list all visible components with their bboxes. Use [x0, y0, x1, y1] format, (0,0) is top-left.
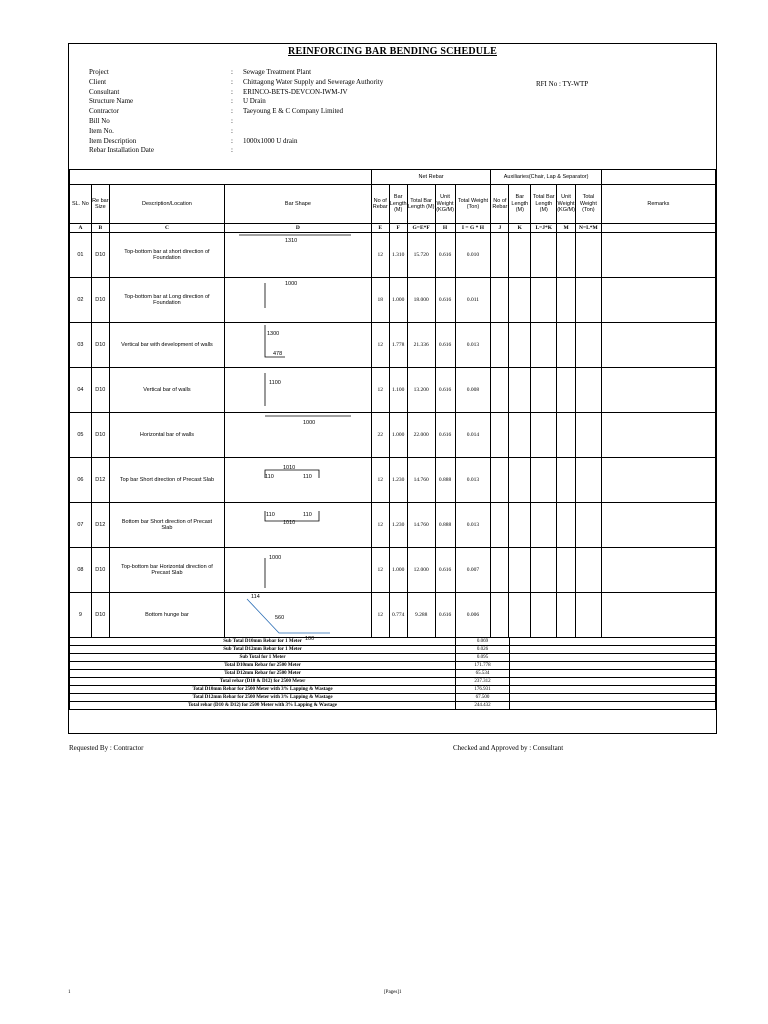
bar-shape-drawing	[225, 458, 373, 502]
table-row	[70, 233, 716, 278]
bar-length: 1.100	[389, 368, 407, 413]
summary-row	[70, 646, 716, 654]
column-header: Bar Length (M)	[389, 185, 407, 224]
bar-shape-drawing	[225, 323, 373, 367]
no-of-rebar: 12	[371, 368, 389, 413]
dimension-label: 560	[275, 615, 285, 621]
empty-cell	[557, 233, 576, 278]
empty-cell	[557, 593, 576, 638]
empty-cell	[557, 278, 576, 323]
bar-shape-drawing	[225, 233, 373, 277]
total-bar-length: 14.760	[407, 458, 435, 503]
requested-by: Requested By : Contractor	[69, 744, 144, 752]
rebar-size: D10	[91, 413, 109, 458]
table-row	[70, 458, 716, 503]
sl-number: 03	[70, 323, 92, 368]
unit-weight: 0.888	[435, 503, 455, 548]
bar-length: 1.310	[389, 233, 407, 278]
bar-shape-drawing	[225, 413, 373, 457]
column-letter: B	[91, 224, 109, 233]
page-number-left: 1	[68, 990, 71, 995]
total-weight: 0.007	[455, 548, 491, 593]
summary-value: 67.500	[456, 694, 510, 702]
summary-value: 171.778	[456, 662, 510, 670]
empty-cell	[601, 278, 715, 323]
rebar-size: D12	[91, 503, 109, 548]
unit-weight: 0.888	[435, 458, 455, 503]
unit-weight: 0.616	[435, 368, 455, 413]
column-header: Re bar Size	[91, 185, 109, 224]
description: Top-bottom bar at Long direction of Foundation	[109, 278, 224, 323]
empty-cell	[509, 670, 715, 678]
info-row	[89, 97, 543, 107]
empty-cell	[509, 368, 531, 413]
empty-cell	[491, 323, 509, 368]
table-row	[70, 323, 716, 368]
total-bar-length: 12.000	[407, 548, 435, 593]
bar-length: 1.000	[389, 548, 407, 593]
info-value: ERINCO-BETS-DEVCON-IWM-JV	[243, 87, 348, 96]
no-of-rebar: 12	[371, 458, 389, 503]
summary-row	[70, 686, 716, 694]
table-row	[70, 368, 716, 413]
bar-shape	[225, 278, 372, 323]
empty-cell	[509, 702, 715, 710]
info-value: Sewage Treatment Plant	[243, 68, 312, 76]
column-letter: I = G * H	[455, 224, 491, 233]
info-label: Item No.	[89, 126, 114, 135]
empty-cell	[491, 368, 509, 413]
empty-cell	[575, 458, 601, 503]
summary-value: 237.312	[456, 678, 510, 686]
info-label: Client	[89, 77, 107, 86]
column-header: Remarks	[601, 185, 715, 224]
total-bar-length: 14.760	[407, 503, 435, 548]
summary-row	[70, 670, 716, 678]
empty-cell	[491, 548, 509, 593]
column-header: No of Rebar	[491, 185, 509, 224]
bar-shape	[225, 368, 372, 413]
summary-label: Total D12mm Rebar for 2500 Meter	[70, 670, 456, 678]
no-of-rebar: 12	[371, 503, 389, 548]
column-header: Total Weight (Ton)	[455, 185, 491, 224]
rebar-size: D10	[91, 233, 109, 278]
column-header: Bar Length (M)	[509, 185, 531, 224]
column-letter: F	[389, 224, 407, 233]
description: Top bar Short direction of Precast Slab	[109, 458, 224, 503]
bar-length: 1.230	[389, 458, 407, 503]
empty-cell	[509, 458, 531, 503]
header-row-letters	[70, 224, 716, 233]
rebar-size: D10	[91, 278, 109, 323]
dimension-label: 478	[273, 351, 283, 357]
unit-weight: 0.616	[435, 548, 455, 593]
no-of-rebar: 12	[371, 233, 389, 278]
sl-number: 07	[70, 503, 92, 548]
column-letter: C	[109, 224, 224, 233]
table-row	[70, 593, 716, 638]
summary-value: 0.026	[456, 646, 510, 654]
empty-cell	[575, 368, 601, 413]
empty-cell	[531, 593, 557, 638]
empty-cell	[575, 593, 601, 638]
bar-line	[247, 599, 330, 633]
approved-by: Checked and Approved by : Consultant	[453, 744, 564, 752]
summary-row	[70, 678, 716, 686]
empty-cell	[557, 368, 576, 413]
empty-cell	[509, 638, 715, 646]
column-letter: K	[509, 224, 531, 233]
empty-cell	[575, 278, 601, 323]
info-value	[243, 117, 543, 127]
column-letter: H	[435, 224, 455, 233]
info-value: Chittagong Water Supply and Sewerage Authority	[243, 77, 384, 86]
info-label: Contractor	[89, 107, 119, 116]
total-bar-length: 18.000	[407, 278, 435, 323]
dimension-label: 1310	[285, 238, 298, 244]
empty-cell	[531, 233, 557, 278]
total-weight: 0.014	[455, 413, 491, 458]
dimension-label: 114	[251, 594, 260, 600]
empty-cell	[601, 323, 715, 368]
header-auxiliaries: Auxiliaries(Chair, Lap & Separator)	[491, 170, 601, 185]
schedule-sheet	[68, 43, 717, 752]
description: Top-bottom bar Horizontal direction of Precast Slab	[109, 548, 224, 593]
bar-length: 1.000	[389, 278, 407, 323]
info-label: Item Description	[89, 136, 137, 145]
empty-cell	[491, 593, 509, 638]
info-label: Rebar Installation Date	[89, 146, 154, 155]
bar-shape-drawing	[225, 278, 373, 322]
empty-cell	[491, 413, 509, 458]
empty-cell	[531, 323, 557, 368]
column-letter: N=L*M	[575, 224, 601, 233]
no-of-rebar: 12	[371, 323, 389, 368]
total-bar-length: 15.720	[407, 233, 435, 278]
empty-cell	[557, 548, 576, 593]
description: Vertical bar with development of walls	[109, 323, 224, 368]
dimension-label: 1100	[269, 380, 281, 386]
empty-cell	[601, 458, 715, 503]
summary-label: Sub Total for 1 Meter	[70, 654, 456, 662]
info-value	[243, 127, 543, 137]
table-row	[70, 278, 716, 323]
table-row	[70, 503, 716, 548]
header-blank	[601, 170, 715, 185]
info-row	[89, 117, 543, 127]
dimension-label: 1000	[285, 281, 298, 287]
sl-number: 01	[70, 233, 92, 278]
column-letter	[601, 224, 715, 233]
empty-cell	[509, 548, 531, 593]
sl-number: 02	[70, 278, 92, 323]
empty-cell	[509, 662, 715, 670]
info-row	[89, 127, 543, 137]
empty-cell	[531, 458, 557, 503]
dimension-label: 1000	[269, 555, 282, 561]
summary-value: 244.432	[456, 702, 510, 710]
project-info	[89, 68, 543, 156]
empty-cell	[509, 323, 531, 368]
dimension-label: 110	[303, 474, 312, 480]
no-of-rebar: 12	[371, 548, 389, 593]
summary-label: Sub Total D10mm Rebar for 1 Meter	[70, 638, 456, 646]
info-row	[89, 68, 543, 78]
empty-cell	[531, 368, 557, 413]
empty-cell	[557, 503, 576, 548]
summary-label: Total rebar (D10 & D12) for 2500 Meter with 3% Lapping & Wastage	[70, 702, 456, 710]
info-colon: :	[231, 107, 233, 116]
column-letter: L=J*K	[531, 224, 557, 233]
total-weight: 0.011	[455, 278, 491, 323]
empty-cell	[509, 654, 715, 662]
info-colon: :	[231, 116, 233, 125]
bar-shape	[225, 503, 372, 548]
page-title: REINFORCING BAR BENDING SCHEDULE	[288, 46, 497, 57]
bar-shape	[225, 233, 372, 278]
empty-cell	[531, 278, 557, 323]
dimension-label: 100	[305, 636, 315, 642]
empty-cell	[509, 686, 715, 694]
empty-cell	[491, 503, 509, 548]
sl-number: 9	[70, 593, 92, 638]
column-letter: E	[371, 224, 389, 233]
info-value	[243, 146, 543, 156]
info-row	[89, 78, 543, 88]
total-weight: 0.008	[455, 368, 491, 413]
bar-shape-drawing	[225, 368, 373, 412]
info-label: Bill No	[89, 116, 110, 125]
summary-value: 0.095	[456, 654, 510, 662]
empty-cell	[601, 368, 715, 413]
unit-weight: 0.616	[435, 323, 455, 368]
empty-cell	[575, 413, 601, 458]
info-colon: :	[231, 68, 233, 76]
header-blank	[70, 170, 372, 185]
column-header: Bar Shape	[225, 185, 372, 224]
no-of-rebar: 22	[371, 413, 389, 458]
column-letter: D	[225, 224, 372, 233]
total-bar-length: 21.336	[407, 323, 435, 368]
description: Bottom hunge bar	[109, 593, 224, 638]
empty-cell	[575, 503, 601, 548]
info-colon: :	[231, 126, 233, 135]
table-row	[70, 548, 716, 593]
dimension-label: 110	[266, 512, 275, 518]
rebar-size: D10	[91, 548, 109, 593]
empty-cell	[601, 413, 715, 458]
summary-row	[70, 662, 716, 670]
rebar-size: D12	[91, 458, 109, 503]
bar-shape	[225, 323, 372, 368]
empty-cell	[509, 503, 531, 548]
empty-cell	[509, 646, 715, 654]
empty-cell	[601, 548, 715, 593]
empty-cell	[509, 413, 531, 458]
empty-cell	[509, 678, 715, 686]
column-header: Unit Weight (KG/M)	[435, 185, 455, 224]
column-header: Description/Location	[109, 185, 224, 224]
description: Horizontal bar of walls	[109, 413, 224, 458]
no-of-rebar: 18	[371, 278, 389, 323]
bar-length: 1.000	[389, 413, 407, 458]
empty-cell	[601, 503, 715, 548]
summary-value: 176.931	[456, 686, 510, 694]
empty-cell	[557, 323, 576, 368]
description: Bottom bar Short direction of Precast Slab	[109, 503, 224, 548]
info-value: 1000x1000 U drain	[243, 136, 298, 145]
summary-row	[70, 638, 716, 646]
bar-shape	[225, 413, 372, 458]
empty-cell	[531, 503, 557, 548]
info-colon: :	[231, 77, 233, 86]
rebar-size: D10	[91, 323, 109, 368]
total-bar-length: 9.288	[407, 593, 435, 638]
total-bar-length: 13.200	[407, 368, 435, 413]
rfi-number: RFI No : TY-WTP	[536, 80, 589, 88]
summary-row	[70, 702, 716, 710]
empty-cell	[509, 233, 531, 278]
info-colon: :	[231, 87, 233, 96]
empty-cell	[491, 458, 509, 503]
empty-cell	[509, 593, 531, 638]
total-bar-length: 22.000	[407, 413, 435, 458]
unit-weight: 0.616	[435, 593, 455, 638]
info-label: Project	[89, 68, 109, 76]
description: Top-bottom bar at short direction of Foundation	[109, 233, 224, 278]
empty-cell	[491, 233, 509, 278]
summary-row	[70, 694, 716, 702]
dimension-label: 110	[303, 512, 312, 518]
column-header: Unit Weight (KG/M)	[557, 185, 576, 224]
info-colon: :	[231, 146, 233, 155]
bar-length: 1.778	[389, 323, 407, 368]
info-value: Taeyoung E & C Company Limited	[243, 107, 344, 116]
summary-label: Total D12mm Rebar for 2500 Meter with 3% Lapping & Wastage	[70, 694, 456, 702]
info-colon: :	[231, 136, 233, 145]
summary-row	[70, 654, 716, 662]
column-letter: G=E*F	[407, 224, 435, 233]
column-header: Total Bar Length (M)	[531, 185, 557, 224]
column-header: Total Weight (Ton)	[575, 185, 601, 224]
total-weight: 0.013	[455, 458, 491, 503]
summary-label: Total D10mm Rebar for 2500 Meter	[70, 662, 456, 670]
bar-shape	[225, 548, 372, 593]
column-letter: M	[557, 224, 576, 233]
sl-number: 04	[70, 368, 92, 413]
unit-weight: 0.616	[435, 413, 455, 458]
info-row	[89, 146, 543, 156]
summary-value: 0.069	[456, 638, 510, 646]
info-label: Consultant	[89, 87, 120, 96]
sl-number: 06	[70, 458, 92, 503]
info-colon: :	[231, 97, 233, 106]
column-letter: J	[491, 224, 509, 233]
empty-cell	[491, 278, 509, 323]
dimension-label: 1300	[267, 331, 280, 337]
rebar-size: D10	[91, 593, 109, 638]
no-of-rebar: 12	[371, 593, 389, 638]
column-header: No of Rebar	[371, 185, 389, 224]
empty-cell	[601, 233, 715, 278]
empty-cell	[509, 278, 531, 323]
empty-cell	[531, 413, 557, 458]
column-letter: A	[70, 224, 92, 233]
total-weight: 0.013	[455, 323, 491, 368]
total-weight: 0.010	[455, 233, 491, 278]
description: Vertical bar of walls	[109, 368, 224, 413]
bar-shape-drawing	[225, 503, 373, 547]
header-row-columns	[70, 185, 716, 224]
info-row	[89, 88, 543, 98]
summary-label: Sub Total D12mm Rebar for 1 Meter	[70, 646, 456, 654]
page-number-center: [Pages]1	[384, 990, 402, 995]
bar-length: 0.774	[389, 593, 407, 638]
dimension-label: 1000	[303, 420, 316, 426]
header-row-top	[70, 170, 716, 185]
empty-cell	[531, 548, 557, 593]
info-label: Structure Name	[89, 97, 134, 106]
empty-cell	[575, 323, 601, 368]
empty-cell	[557, 458, 576, 503]
bar-shape-drawing	[225, 548, 373, 592]
dimension-label: 1010	[283, 465, 296, 471]
empty-cell	[575, 548, 601, 593]
dimension-label: 110	[265, 474, 274, 480]
info-row	[89, 137, 543, 147]
info-row	[89, 107, 543, 117]
unit-weight: 0.616	[435, 233, 455, 278]
header-net-rebar: Net Rebar	[371, 170, 491, 185]
bar-length: 1.230	[389, 503, 407, 548]
column-header: SL. No	[70, 185, 92, 224]
info-value: U Drain	[243, 97, 266, 106]
empty-cell	[557, 413, 576, 458]
total-weight: 0.006	[455, 593, 491, 638]
unit-weight: 0.616	[435, 278, 455, 323]
rebar-size: D10	[91, 368, 109, 413]
sl-number: 08	[70, 548, 92, 593]
table-row	[70, 413, 716, 458]
empty-cell	[509, 694, 715, 702]
bar-shape	[225, 458, 372, 503]
summary-label: Total D10mm Rebar for 2500 Meter with 3% Lapping & Wastage	[70, 686, 456, 694]
dimension-label: 1010	[283, 520, 296, 526]
empty-cell	[601, 593, 715, 638]
empty-cell	[575, 233, 601, 278]
summary-label: Total rebar (D10 & D12) for 2500 Meter	[70, 678, 456, 686]
summary-table	[69, 637, 716, 710]
total-weight: 0.013	[455, 503, 491, 548]
sl-number: 05	[70, 413, 92, 458]
column-header: Total Bar Length (M)	[407, 185, 435, 224]
summary-value: 65.534	[456, 670, 510, 678]
